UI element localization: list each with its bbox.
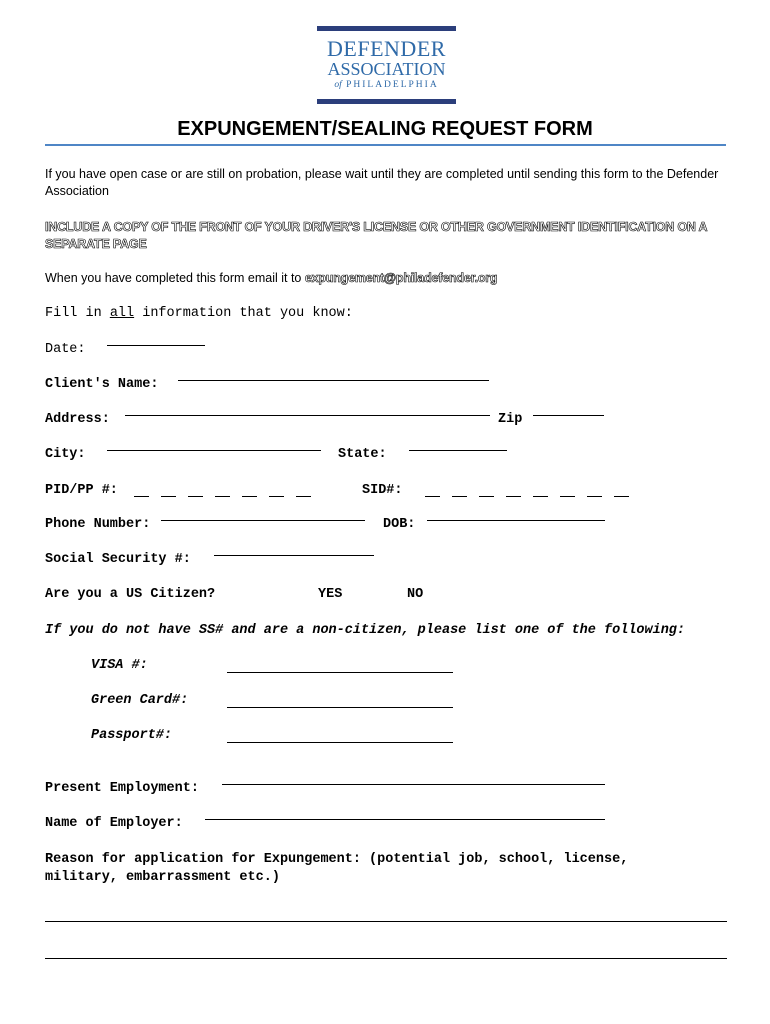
pid-digit[interactable] bbox=[242, 496, 257, 497]
pid-digit[interactable] bbox=[269, 496, 284, 497]
id-notice: INCLUDE A COPY OF THE FRONT OF YOUR DRIVER'S LICENSE OR OTHER GOVERNMENT IDENTIFICATION ON A SEPARATE PAGE bbox=[45, 220, 707, 251]
citizen-question: Are you a US Citizen? bbox=[45, 587, 216, 602]
zip-field[interactable] bbox=[533, 414, 604, 416]
ssn-label: Social Security #: bbox=[45, 552, 191, 567]
sid-digit[interactable] bbox=[425, 496, 440, 497]
email-link[interactable]: expungement@philadefender.org bbox=[304, 271, 498, 285]
fill-instructions bbox=[45, 306, 353, 321]
date-label: Date: bbox=[45, 342, 86, 357]
form-title: EXPUNGEMENT/SEALING REQUEST FORM bbox=[177, 118, 593, 140]
sid-digit[interactable] bbox=[587, 496, 602, 497]
zip-label: Zip bbox=[498, 412, 523, 427]
ssn-field[interactable] bbox=[214, 554, 374, 556]
dob-label: DOB: bbox=[383, 517, 416, 532]
title-rule bbox=[45, 144, 726, 146]
fill-all: all bbox=[109, 306, 135, 321]
visa-label: VISA #: bbox=[91, 658, 148, 673]
visa-field[interactable] bbox=[227, 671, 453, 673]
logo-top-bar bbox=[317, 26, 456, 31]
noncitizen-note: If you do not have SS# and are a non-citizen, please list one of the following: bbox=[45, 623, 686, 638]
phone-label: Phone Number: bbox=[45, 517, 151, 532]
pid-digit[interactable] bbox=[134, 496, 149, 497]
citizen-no-option[interactable]: NO bbox=[407, 587, 424, 602]
sid-digit[interactable] bbox=[452, 496, 467, 497]
employment-field[interactable] bbox=[222, 783, 605, 785]
sid-digit[interactable] bbox=[479, 496, 494, 497]
date-field[interactable] bbox=[107, 344, 205, 346]
employer-label: Name of Employer: bbox=[45, 816, 183, 831]
address-field[interactable] bbox=[125, 414, 490, 416]
pid-digit[interactable] bbox=[161, 496, 176, 497]
green-card-field[interactable] bbox=[227, 706, 453, 708]
sid-digit[interactable] bbox=[533, 496, 548, 497]
logo-line-association: ASSOCIATION bbox=[327, 59, 446, 79]
address-label: Address: bbox=[45, 412, 110, 427]
city-label: City: bbox=[45, 447, 86, 462]
state-field[interactable] bbox=[409, 449, 507, 451]
passport-label: Passport#: bbox=[91, 728, 173, 743]
pid-digit[interactable] bbox=[296, 496, 311, 497]
city-field[interactable] bbox=[107, 449, 321, 451]
green-card-label: Green Card#: bbox=[91, 693, 189, 708]
logo-of: of bbox=[334, 80, 342, 90]
phone-field[interactable] bbox=[161, 519, 365, 521]
state-label: State: bbox=[338, 447, 387, 462]
citizen-yes-option[interactable]: YES bbox=[318, 587, 343, 602]
pid-digit[interactable] bbox=[215, 496, 230, 497]
logo-line-defender: DEFENDER bbox=[327, 36, 446, 61]
pid-label: PID/PP #: bbox=[45, 483, 118, 498]
employer-field[interactable] bbox=[205, 818, 605, 820]
sid-digit[interactable] bbox=[560, 496, 575, 497]
fill-prefix: Fill in bbox=[45, 306, 110, 321]
sid-label: SID#: bbox=[362, 483, 403, 498]
pid-digit[interactable] bbox=[188, 496, 203, 497]
sid-digit[interactable] bbox=[506, 496, 521, 497]
client-name-label: Client's Name: bbox=[45, 377, 159, 392]
employment-label: Present Employment: bbox=[45, 781, 199, 796]
dob-field[interactable] bbox=[427, 519, 605, 521]
reason-line-1[interactable] bbox=[45, 921, 727, 922]
logo-philadelphia: PHILADELPHIA bbox=[346, 80, 439, 90]
sid-digit[interactable] bbox=[614, 496, 629, 497]
reason-label: Reason for application for Expungement: (potential job, school, license, military, embarrassment etc.) bbox=[45, 852, 629, 885]
passport-field[interactable] bbox=[227, 741, 453, 743]
email-instructions bbox=[45, 271, 497, 285]
defender-association-logo bbox=[317, 26, 456, 104]
fill-suffix: information that you know: bbox=[134, 306, 353, 321]
client-name-field[interactable] bbox=[178, 379, 489, 381]
email-prefix: When you have completed this form email it to bbox=[45, 271, 305, 285]
logo-bottom-bar bbox=[317, 99, 456, 104]
intro-text: If you have open case or are still on probation, please wait until they are completed until sending this form to the Defender Association bbox=[45, 167, 719, 198]
logo-line-philadelphia bbox=[317, 80, 456, 90]
reason-line-2[interactable] bbox=[45, 958, 727, 959]
